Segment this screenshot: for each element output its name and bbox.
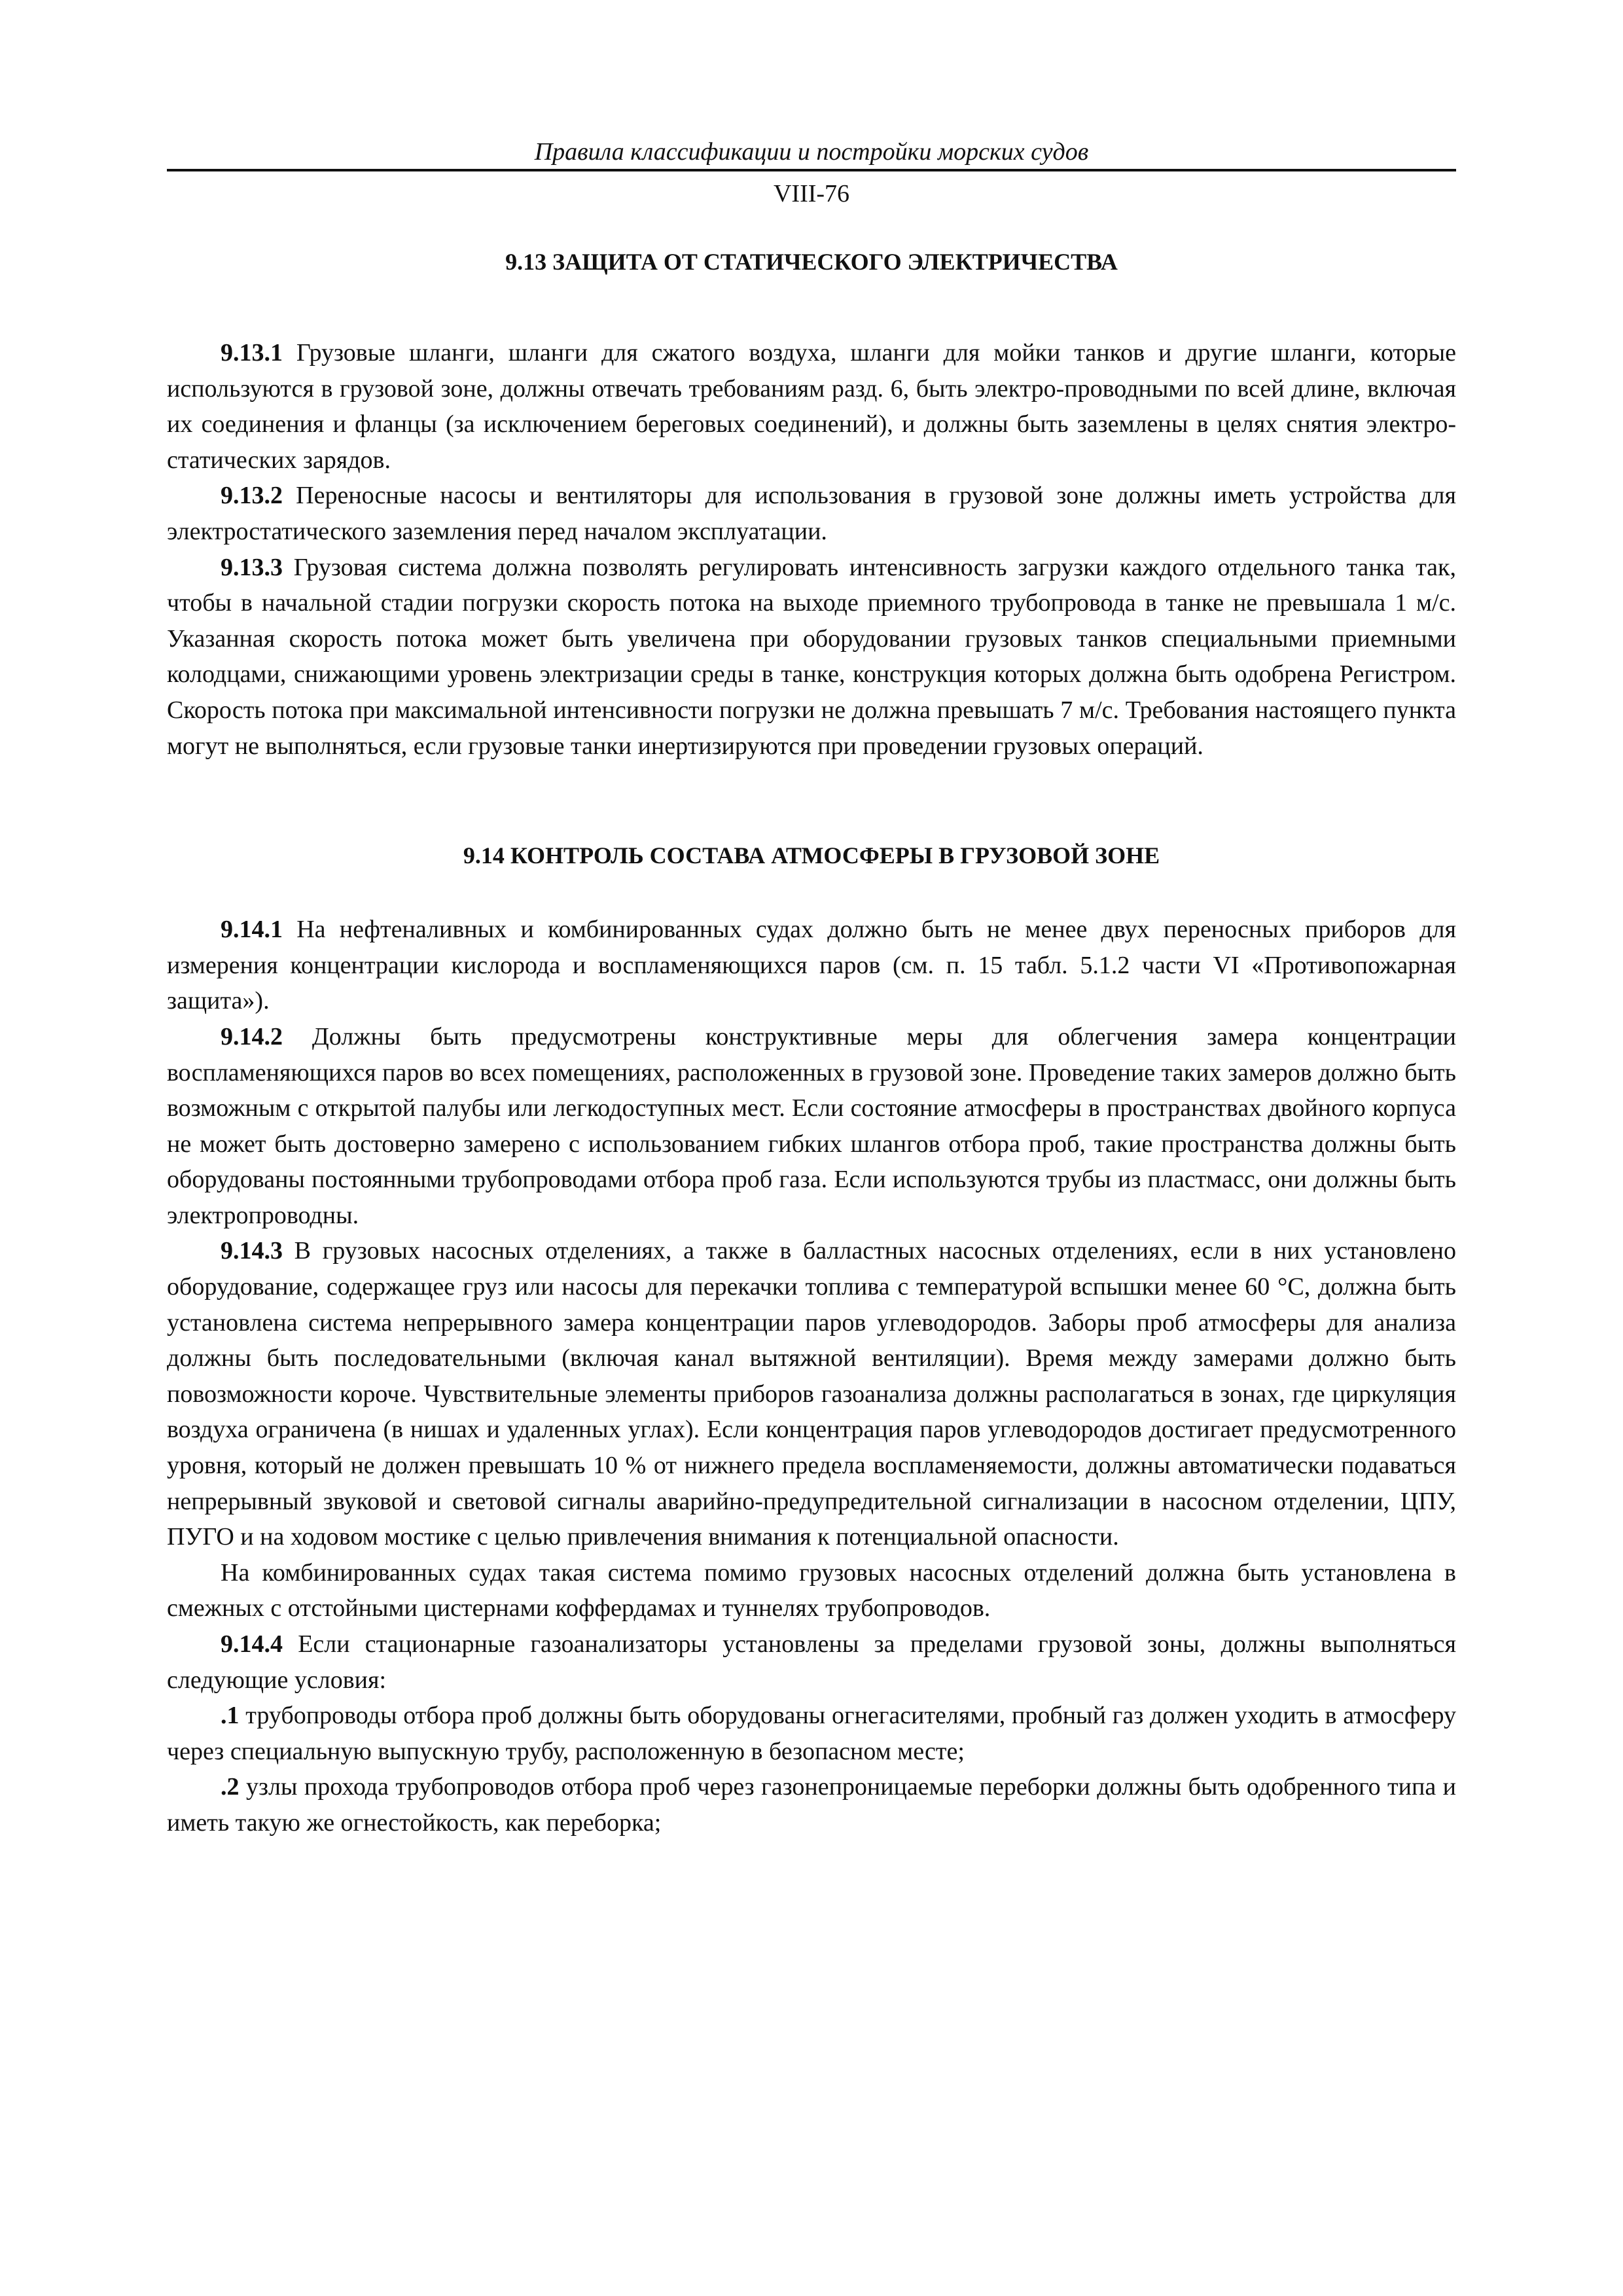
clause-text: Переносные насосы и вентиляторы для использования в грузовой зоне должны иметь устройства для электростатического заземления перед началом эксплуатации. <box>167 482 1456 545</box>
clause-text: На комбинированных судах такая система помимо грузовых насосных отделений должна быть установлена в смежных с отстойными цистернами коффердамах и туннелях трубопроводов. <box>167 1558 1456 1623</box>
clause-text: Грузовые шланги, шланги для сжатого воздуха, шланги для мойки танков и другие шланги, которые используются в грузовой зоне, должны отвечать требованиям разд. 6, быть электро-проводными по всей длине, включая их соединения и фланцы (за исключением береговых соединений), и должны быть заземлены в целях снятия электро-статических зарядов. <box>167 339 1456 474</box>
paragraph-9-14-3 <box>167 1233 1456 1554</box>
clause-text: Должны быть предусмотрены конструктивные меры для облегчения замера концентрации воспламеняющихся паров во всех помещениях, расположенных в грузовой зоне. Проведение таких замеров должно быть возможным с открытой палубы или легкодоступных мест. Если состояние атмосферы в пространствах двойного корпуса не может быть достоверно замерено с использованием гибких шлангов отбора проб, такие пространства должны быть оборудованы постоянными трубопроводами отбора проб газа. Если используются трубы из пластмасс, они должны быть электропроводны. <box>167 1022 1456 1229</box>
clause-text: Если стационарные газоанализаторы установлены за пределами грузовой зоны, должны выполняться следующие условия: <box>167 1630 1456 1694</box>
clause-number: 9.14.2 <box>221 1022 283 1050</box>
clause-text: В грузовых насосных отделениях, а также в балластных насосных отделениях, если в них установлено оборудование, содержащее груз или насосы для перекачки топлива с температурой вспышки менее 60 °С, должна быть установлена система непрерывного замера концентрации паров углеводородов. Заборы проб атмосферы для анализа должны быть последовательными (включая канал вытяжной вентиляции). Время между замерами должно быть повозможности короче. Чувствительные элементы приборов газоанализа должны располагаться в зонах, где циркуляция воздуха ограничена (в нишах и удаленных углах). Если концентрация паров углеводородов достигает предусмотренного уровня, который не должен превышать 10 % от нижнего предела воспламеняемости, должны автоматически подаваться непрерывный звуковой и световой сигналы аварийно-предупредительной сигнализации в насосном отделении, ЦПУ, ПУГО и на ходовом мостике с целью привлечения внимания к потенциальной опасности. <box>167 1237 1456 1551</box>
paragraph-9-13-2 <box>167 478 1456 549</box>
paragraph-9-13-1 <box>167 335 1456 478</box>
paragraph-9-14-3-continued <box>167 1555 1456 1626</box>
page-number: VIII-76 <box>773 180 850 207</box>
section-title-9-13: 9.13 ЗАЩИТА ОТ СТАТИЧЕСКОГО ЭЛЕКТРИЧЕСТВА <box>505 249 1118 275</box>
item-text: трубопроводы отбора проб должны быть оборудованы огнегасителями, пробный газ должен уходить в атмосферу через специальную выпускную трубу, расположенную в безопасном месте; <box>167 1702 1456 1765</box>
paragraph-9-14-1 <box>167 912 1456 1019</box>
clause-number: 9.14.3 <box>221 1237 283 1265</box>
section-title-9-14: 9.14 КОНТРОЛЬ СОСТАВА АТМОСФЕРЫ В ГРУЗОВОЙ ЗОНЕ <box>463 842 1160 869</box>
document-page <box>167 137 1456 1841</box>
paragraph-9-14-4-item-1 <box>167 1698 1456 1769</box>
clause-number: 9.14.4 <box>221 1630 283 1658</box>
clause-number: 9.14.1 <box>221 916 283 944</box>
item-text: узлы прохода трубопроводов отбора проб через газонепроницаемые переборки должны быть одобренного типа и иметь такую же огнестойкость, как переборка; <box>167 1773 1456 1837</box>
clause-number: 9.13.3 <box>221 553 283 581</box>
paragraph-9-14-4 <box>167 1626 1456 1698</box>
clause-number: 9.13.1 <box>221 339 283 367</box>
clause-number: 9.13.2 <box>221 482 283 510</box>
paragraph-9-13-3 <box>167 550 1456 764</box>
item-number: .1 <box>221 1702 240 1730</box>
clause-text: На нефтеналивных и комбинированных судах должно быть не менее двух переносных приборов для измерения концентрации кислорода и воспламеняющихся паров (см. п. 15 табл. 5.1.2 части VI «Противопожарная защита»). <box>167 916 1456 1015</box>
paragraph-9-14-4-item-2 <box>167 1769 1456 1840</box>
item-number: .2 <box>221 1773 240 1801</box>
clause-text: Грузовая система должна позволять регулировать интенсивность загрузки каждого отдельного танка так, чтобы в начальной стадии погрузки скорость потока на выходе приемного трубопровода в танке не превышала 1 м/с. Указанная скорость потока может быть увеличена при оборудовании грузовых танков специальными приемными колодцами, снижающими уровень электризации среды в танке, конструкция которых должна быть одобрена Регистром. Скорость потока при максимальной интенсивности погрузки не должна превышать 7 м/с. Требования настоящего пункта могут не выполняться, если грузовые танки инертизируются при проведении грузовых операций. <box>167 553 1456 760</box>
paragraph-9-14-2 <box>167 1019 1456 1234</box>
running-header: Правила классификации и постройки морских судов <box>167 137 1456 171</box>
